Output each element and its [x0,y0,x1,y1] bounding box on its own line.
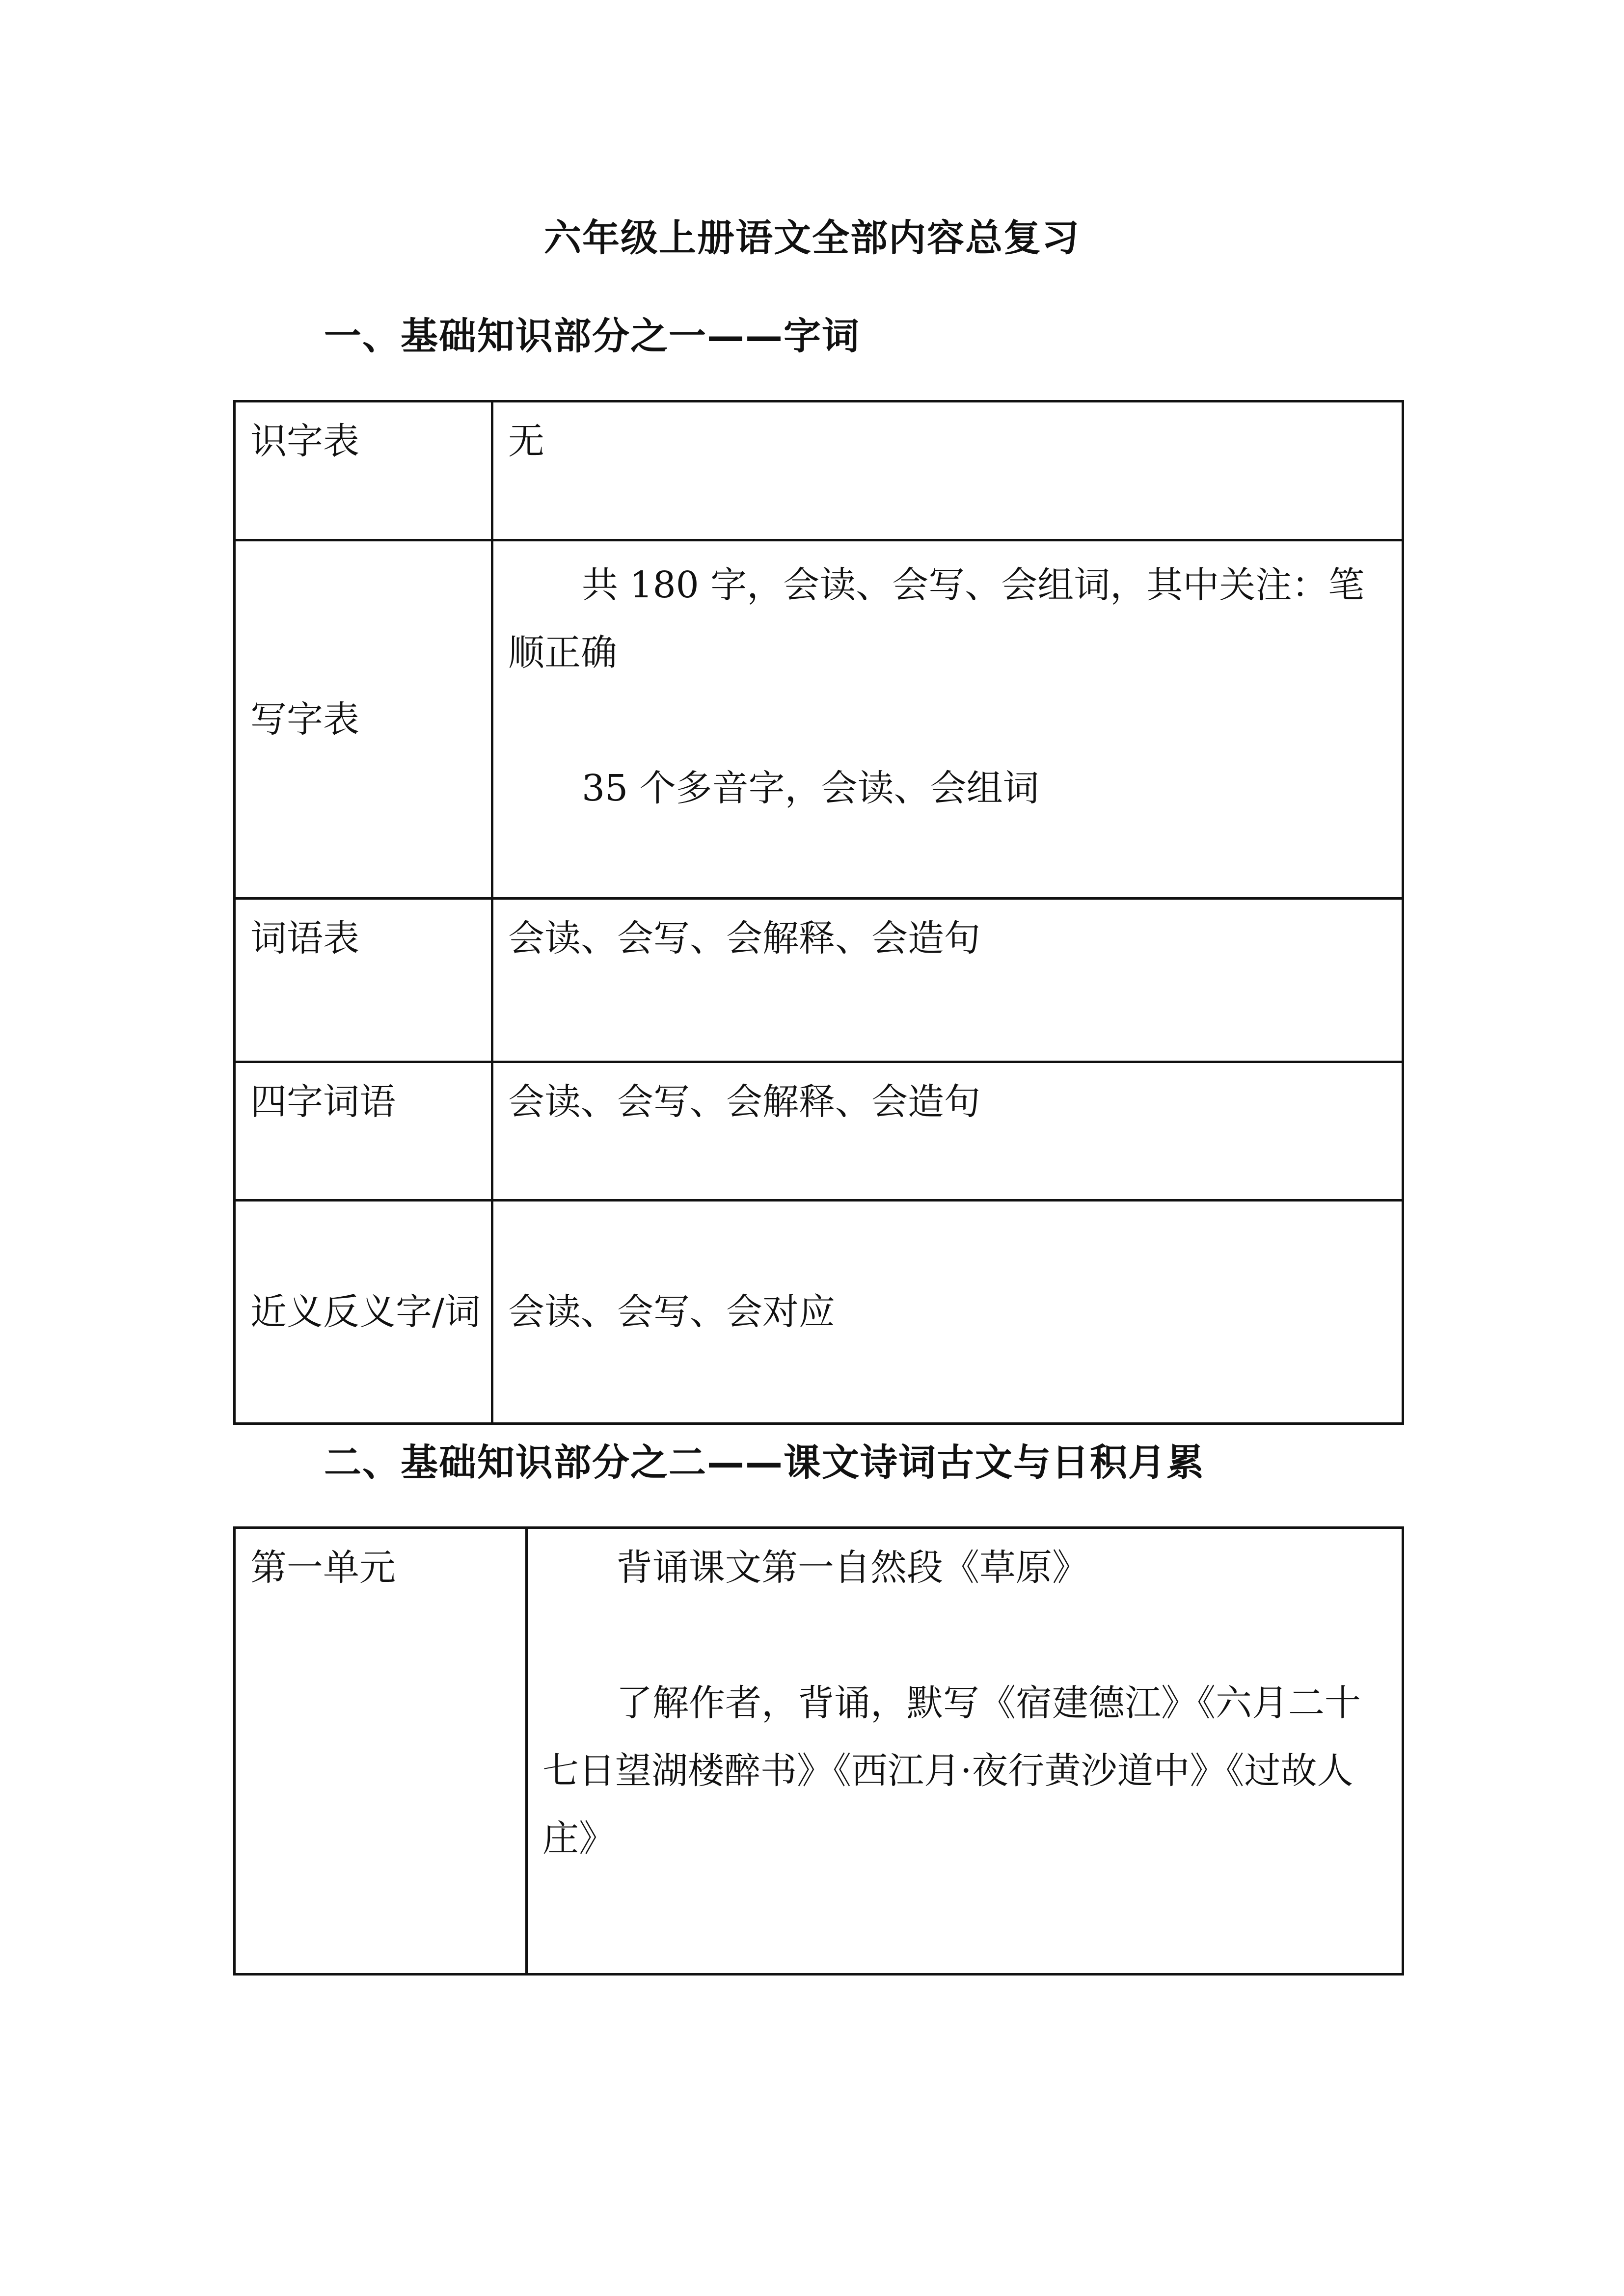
row-label: 词语表 [235,899,492,1062]
row-label: 四字词语 [235,1062,492,1201]
content-paragraph: 背诵课文第一自然段《草原》 [616,1547,1088,1589]
table-row [235,1201,1403,1424]
row-content [492,1062,1403,1201]
row-label: 写字表 [235,540,492,899]
content-paragraph: 了解作者，背诵，默写《宿建德江》《六月二十七日望湖楼醉书》《西江月·夜行黄沙道中》《过故人庄》 [542,1682,1361,1860]
table-row [235,401,1403,540]
content-paragraph: 会读、会写、会对应 [508,1291,835,1333]
content-paragraph: 会读、会写、会解释、会造句 [508,917,980,960]
table-row [235,899,1403,1062]
row-content [492,540,1403,899]
row-label: 识字表 [235,401,492,540]
table-row [235,540,1403,899]
row-content [492,401,1403,540]
row-label: 第一单元 [235,1528,527,1975]
content-paragraph: 35 个多音字，会读、会组词 [582,767,1039,809]
row-content [492,1201,1403,1424]
section-heading-texts-poems: 二、基础知识部分之二——课文诗词古文与日积月累 [324,1441,1205,1484]
content-paragraph: 共 180 字，会读、会写、会组词，其中关注：笔顺正确 [508,564,1365,674]
row-content [527,1528,1403,1975]
content-paragraph: 会读、会写、会解释、会造句 [508,1081,980,1123]
row-label: 近义反义字/词 [235,1201,492,1424]
vocabulary-table [233,400,1404,1425]
section-heading-vocabulary: 一、基础知识部分之一——字词 [324,314,860,358]
row-content [492,899,1403,1062]
content-paragraph: 无 [508,420,544,462]
table-row [235,1528,1403,1975]
table-row [235,1062,1403,1201]
texts-poems-table [233,1526,1404,1976]
page-title: 六年级上册语文全部内容总复习 [544,216,1080,260]
